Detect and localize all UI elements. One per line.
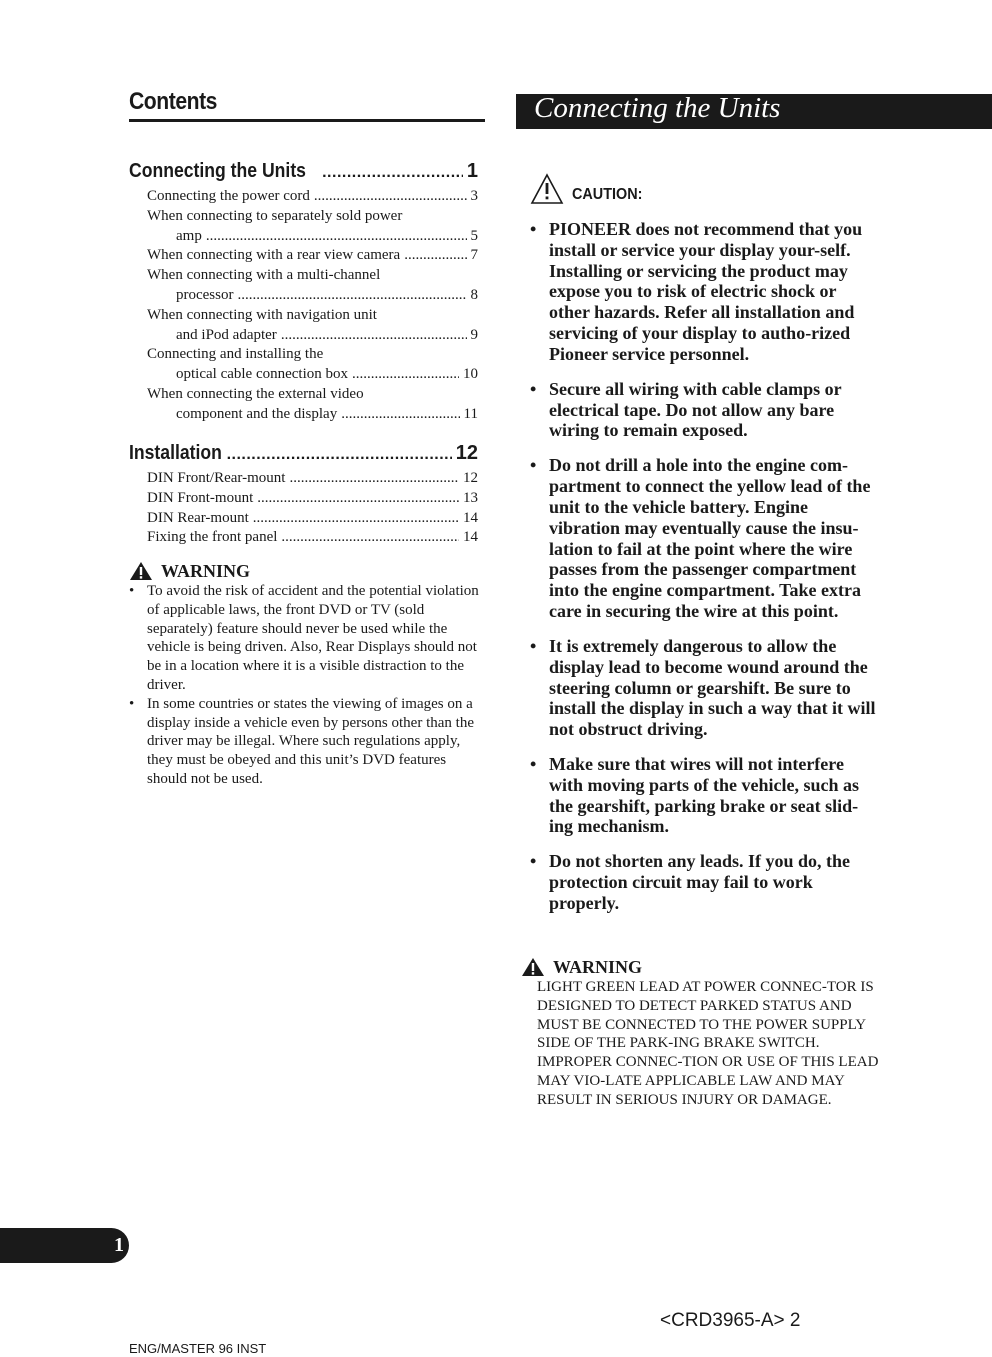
toc-section-page: 1 bbox=[466, 160, 478, 182]
left-warning-list bbox=[129, 582, 485, 789]
toc-entry-page: 14 bbox=[463, 509, 478, 526]
toc-section-heading[interactable] bbox=[129, 442, 478, 468]
toc-entry-page: 12 bbox=[463, 470, 478, 486]
toc-entry-line bbox=[147, 266, 478, 286]
right-warning-label: WARNING bbox=[553, 956, 643, 977]
toc-entry-line bbox=[147, 345, 478, 365]
toc-entry-line bbox=[147, 365, 478, 385]
toc-leader bbox=[314, 187, 467, 207]
left-warning-label: WARNING bbox=[161, 560, 251, 581]
toc-entry-line bbox=[147, 207, 478, 227]
toc-entry[interactable] bbox=[129, 489, 478, 509]
toc-entry-page: 8 bbox=[470, 286, 478, 303]
contents-rule bbox=[129, 119, 485, 122]
toc-entry[interactable] bbox=[129, 345, 478, 385]
toc-entry-line bbox=[147, 326, 478, 346]
toc-entry-title: DIN Front-mount bbox=[147, 489, 254, 506]
toc-section-title: Connecting the Units bbox=[129, 160, 306, 182]
page-number: 1 bbox=[114, 1234, 124, 1256]
toc-entry[interactable] bbox=[129, 187, 478, 207]
toc-leader bbox=[341, 405, 459, 425]
toc-entry[interactable] bbox=[129, 207, 478, 247]
toc-leader bbox=[253, 509, 459, 529]
toc-entry-title: amp bbox=[176, 227, 202, 244]
toc-entry[interactable] bbox=[129, 246, 478, 266]
toc-section-installation bbox=[129, 442, 478, 548]
left-warning-item: • In some countries or states the viewing of images on a display inside a vehicle even by persons other than the driver may be illegal. Where such regulations apply, they must be obeyed and this unit’s DVD features should not be used. bbox=[129, 695, 485, 789]
toc-entry-page: 3 bbox=[470, 188, 478, 204]
toc-entry-title: When connecting with navigation unit bbox=[147, 306, 377, 323]
left-warning bbox=[129, 560, 485, 789]
toc-entry-page: 13 bbox=[463, 489, 478, 506]
caution-list bbox=[530, 219, 876, 928]
left-warning-heading bbox=[129, 560, 485, 582]
toc-entry-page: 14 bbox=[463, 529, 478, 546]
caution-item: • PIONEER does not recommend that you install or service your display your-self. Installing or servicing the product may expose you to risk of electric shock or other hazards. Refer all installation and servicing of your display to autho-rized Pioneer service personnel. bbox=[530, 219, 876, 365]
toc-entry-page: 10 bbox=[463, 366, 478, 383]
toc-entry-title: DIN Front/Rear-mount bbox=[147, 470, 286, 486]
toc-entry-title: processor bbox=[176, 286, 234, 303]
toc-entry-title: When connecting to separately sold power bbox=[147, 207, 403, 224]
toc-entry-page: 11 bbox=[463, 405, 478, 422]
document-code: <CRD3965-A> 2 bbox=[660, 1310, 801, 1331]
right-warning-heading bbox=[521, 956, 881, 978]
toc-section-heading[interactable] bbox=[129, 160, 478, 186]
toc-leader bbox=[352, 365, 459, 385]
toc-leader bbox=[227, 446, 452, 464]
contents-title: Contents bbox=[129, 88, 217, 115]
toc-leader bbox=[404, 246, 466, 266]
toc-leader bbox=[206, 227, 467, 247]
caution-item: • Secure all wiring with cable clamps or electrical tape. Do not allow any bare wiring to remain exposed. bbox=[530, 379, 876, 441]
toc-entry-line bbox=[147, 509, 478, 529]
toc-entry-title: component and the display bbox=[176, 405, 338, 422]
caution-label: CAUTION: bbox=[572, 186, 643, 203]
left-warning-item: • To avoid the risk of accident and the potential violation of applicable laws, the front DVD or TV (sold separately) feature should never be used while the vehicle is being driven. Also, Rear Displays should not be in a location where it is a visible distraction to the driver. bbox=[129, 582, 485, 695]
toc-entry-line bbox=[147, 489, 478, 509]
toc-leader bbox=[289, 469, 459, 489]
caution-heading bbox=[530, 173, 650, 205]
toc-leader bbox=[237, 286, 466, 306]
right-warning-text: LIGHT GREEN LEAD AT POWER CONNEC-TOR IS DESIGNED TO DETECT PARKED STATUS AND MUST BE CONNECTED TO THE POWER SUPPLY SIDE OF THE PARK-ING BRAKE SWITCH. IMPROPER CONNEC-TION OR USE OF THIS LEAD MAY VIO-LATE APPLICABLE LAW AND MAY RESULT IN SERIOUS INJURY OR DAMAGE. bbox=[537, 979, 879, 1108]
toc-entry[interactable] bbox=[129, 509, 478, 529]
toc-entry-title: Fixing the front panel bbox=[147, 529, 278, 546]
toc-entry-title: Connecting the power cord bbox=[147, 188, 310, 204]
toc-entry-line bbox=[147, 286, 478, 306]
toc-entry-line bbox=[147, 469, 478, 489]
toc-entry-page: 9 bbox=[470, 326, 478, 343]
toc-entry-page: 5 bbox=[470, 227, 478, 244]
toc-entry-title: Connecting and installing the bbox=[147, 346, 324, 363]
warning-triangle-icon bbox=[521, 957, 545, 977]
caution-triangle-icon bbox=[530, 173, 564, 205]
toc-entry[interactable] bbox=[129, 385, 478, 425]
caution-item: • Do not drill a hole into the engine com-partment to connect the yellow lead of the unit to the vehicle battery. Engine vibration may eventually cause the insu-lation to fail at the point where the wire passes from the passenger compartment into the engine compartment. Take extra care in securing the wire at this point. bbox=[530, 455, 876, 621]
toc-section-title: Installation bbox=[129, 442, 222, 464]
toc-entry-title: DIN Rear-mount bbox=[147, 509, 249, 526]
toc-entry[interactable] bbox=[129, 266, 478, 306]
toc-entry-title: When connecting with a rear view camera bbox=[147, 247, 401, 264]
toc-entry-line bbox=[147, 385, 478, 405]
toc-entry-line bbox=[147, 227, 478, 247]
toc-entry-title: optical cable connection box bbox=[176, 366, 349, 383]
toc-leader bbox=[257, 489, 459, 509]
caution-item: • It is extremely dangerous to allow the display lead to become wound around the steering column or gearshift. Be sure to install the display in such a way that it will not obstruct driving. bbox=[530, 636, 876, 740]
toc-entry-title: When connecting with a multi-channel bbox=[147, 267, 381, 284]
toc-section-connecting bbox=[129, 160, 478, 425]
toc-leader bbox=[281, 528, 459, 548]
toc-entry-line bbox=[147, 405, 478, 425]
toc-leader bbox=[322, 164, 463, 182]
toc-leader bbox=[281, 326, 467, 346]
toc-entry[interactable] bbox=[129, 469, 478, 489]
toc-entry-line bbox=[147, 528, 478, 548]
toc-entry[interactable] bbox=[129, 306, 478, 346]
toc-entry-line bbox=[147, 246, 478, 266]
toc-entry-line bbox=[147, 306, 478, 326]
toc-entry-line bbox=[147, 187, 478, 207]
section-title: Connecting the Units bbox=[534, 92, 781, 124]
toc-section-page: 12 bbox=[455, 442, 478, 464]
caution-item: • Do not shorten any leads. If you do, the protection circuit may fail to work properly. bbox=[530, 851, 876, 913]
right-warning bbox=[521, 956, 881, 1110]
toc-entry-title: and iPod adapter bbox=[176, 326, 277, 343]
toc-entries bbox=[129, 469, 478, 548]
caution-item: • Make sure that wires will not interfere with moving parts of the vehicle, such as the gearshift, parking brake or seat slid-ing mechanism. bbox=[530, 754, 876, 837]
warning-triangle-icon bbox=[129, 561, 153, 581]
toc-entry[interactable] bbox=[129, 528, 478, 548]
toc-entry-page: 7 bbox=[470, 247, 478, 264]
master-label: ENG/MASTER 96 INST bbox=[129, 1341, 267, 1356]
toc-entry-title: When connecting the external video bbox=[147, 385, 364, 402]
toc-entries bbox=[129, 187, 478, 425]
